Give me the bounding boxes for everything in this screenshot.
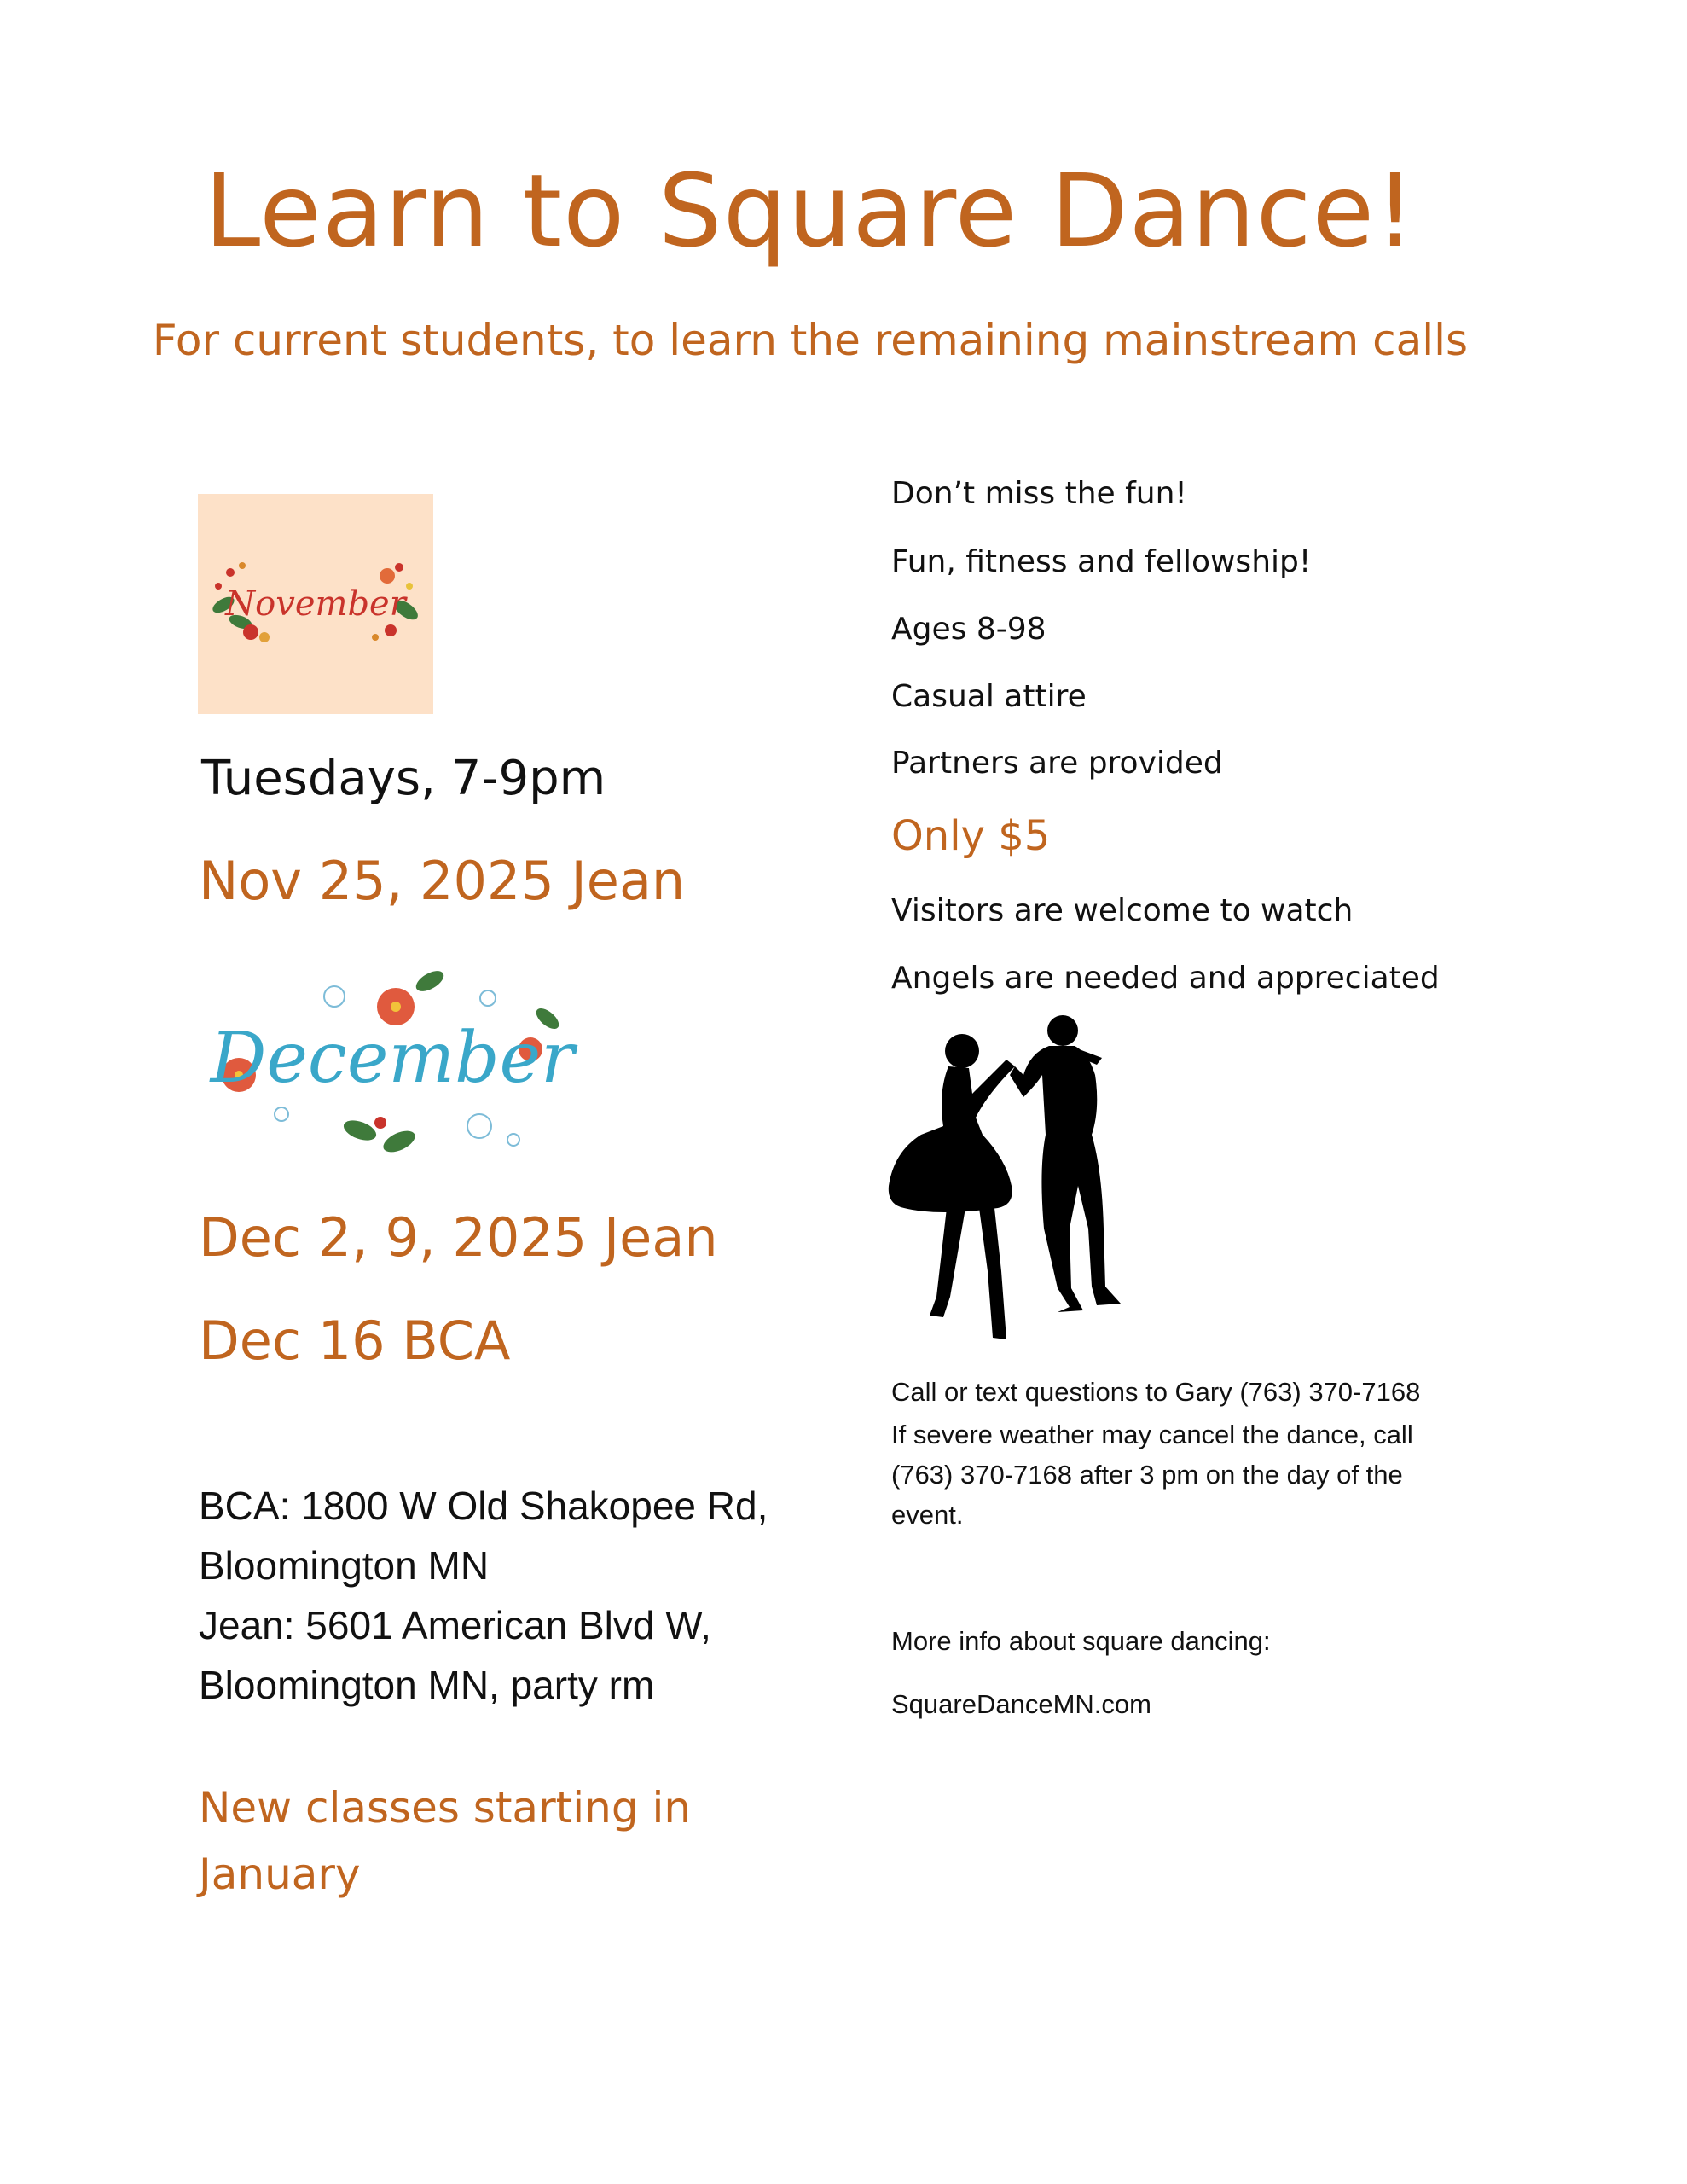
weather-notice: If severe weather may cancel the dance, call (763) 370-7168 after 3 pm on the day of the event. — [891, 1420, 1413, 1530]
page-subtitle: For current students, to learn the remaining mainstream calls — [152, 316, 1469, 365]
venue-addresses — [199, 1476, 813, 1715]
page-title: Learn to Square Dance! — [204, 152, 1417, 270]
feature-line: Partners are provided — [891, 746, 1223, 781]
note-line: Visitors are welcome to watch — [891, 893, 1354, 928]
november-script-text: November — [225, 584, 406, 624]
address-line: Bloomington MN, party rm — [199, 1663, 655, 1707]
feature-line: Fun, fitness and fellowship! — [891, 544, 1312, 579]
december-dates: Dec 2, 9, 2025 Jean — [199, 1206, 718, 1269]
schedule-time: Tuesdays, 7-9pm — [201, 751, 606, 806]
website-link[interactable]: SquareDanceMN.com — [891, 1689, 1151, 1719]
feature-line: Ages 8-98 — [891, 612, 1046, 647]
address-line: BCA: 1800 W Old Shakopee Rd, — [199, 1484, 768, 1528]
address-line: Jean: 5601 American Blvd W, — [199, 1603, 711, 1647]
contact-line: Call or text questions to Gary (763) 370-7168 — [891, 1377, 1421, 1407]
feature-line: Don’t miss the fun! — [891, 476, 1187, 511]
price-label: Only $5 — [891, 812, 1051, 860]
november-image — [198, 494, 433, 714]
note-line: Angels are needed and appreciated — [891, 961, 1440, 996]
december-script-text: December — [210, 1018, 575, 1099]
feature-line: Casual attire — [891, 679, 1087, 714]
december-bca-date: Dec 16 BCA — [199, 1310, 511, 1372]
new-classes-notice: New classes starting in January — [199, 1783, 692, 1899]
address-line: Bloomington MN — [199, 1543, 490, 1588]
more-info-label: More info about square dancing: — [891, 1626, 1271, 1656]
november-date: Nov 25, 2025 Jean — [199, 850, 686, 912]
dancers-silhouette-icon — [887, 1015, 1143, 1344]
december-image — [198, 947, 587, 1165]
